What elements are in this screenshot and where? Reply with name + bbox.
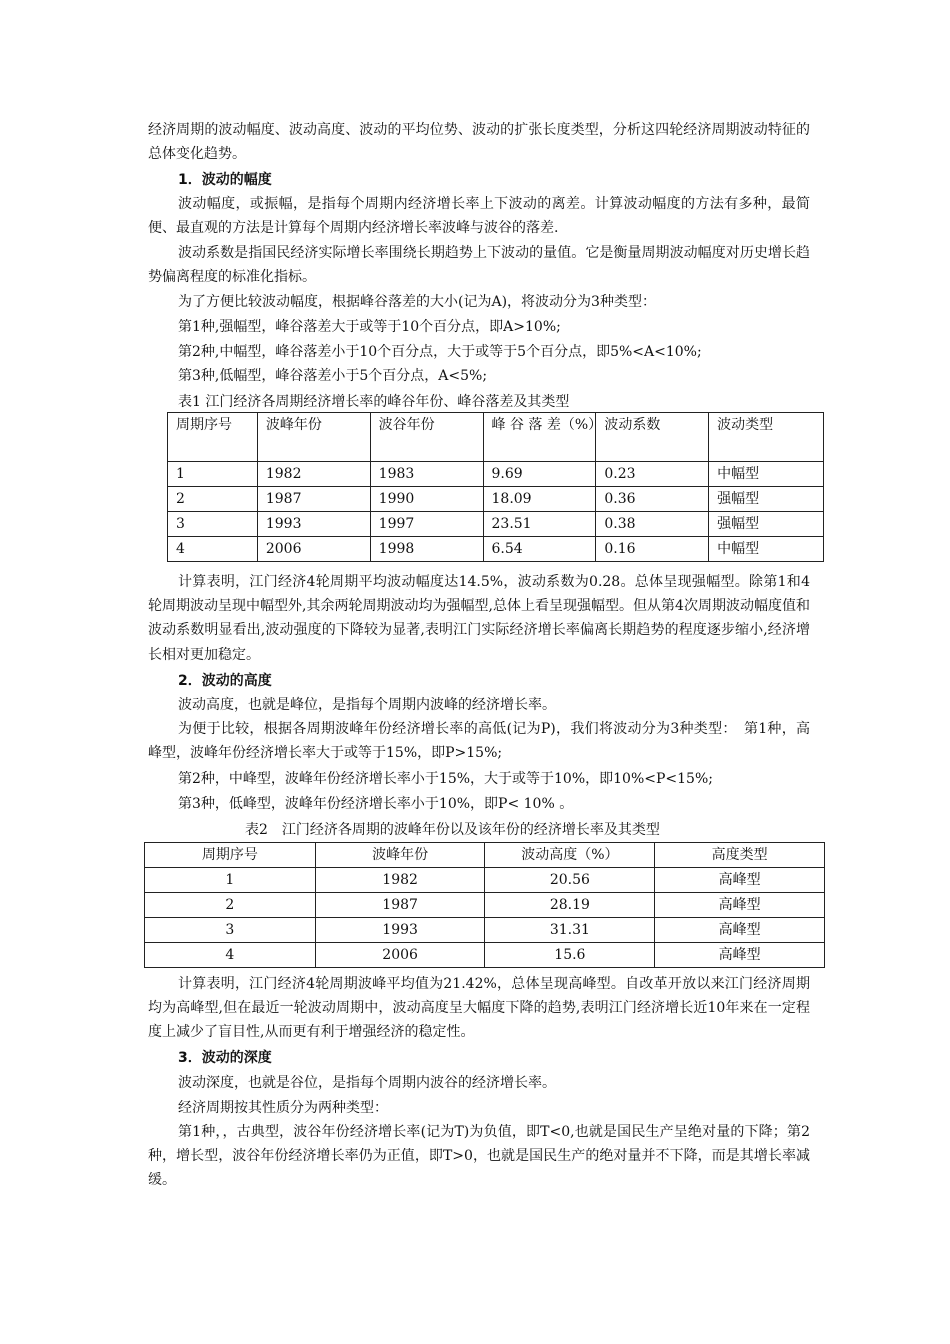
table-cell: 18.09 xyxy=(483,487,596,512)
table1-header-row xyxy=(168,413,824,462)
paragraph-height-type-2: 第2种，中峰型，波峰年份经济增长率小于15%，大于或等于10%，即10%<P<15%; xyxy=(178,771,713,787)
table-cell: 1 xyxy=(145,868,316,893)
paragraph-amplitude-type-3: 第3种,低幅型，峰谷落差小于5个百分点，A<5%; xyxy=(178,368,488,384)
paragraph-height-definition: 波动高度，也就是峰位，是指每个周期内波峰的经济增长率。 xyxy=(178,697,556,713)
paragraph-amplitude-type-2: 第2种,中幅型，峰谷落差小于10个百分点，大于或等于5个百分点，即5%<A<10%; xyxy=(178,344,702,360)
table1-header-cell: 峰 谷 落 差（%） xyxy=(483,413,596,462)
table-cell: 0.38 xyxy=(596,512,709,537)
table2-header-cell: 周期序号 xyxy=(145,843,316,868)
table-cell: 31.31 xyxy=(485,918,655,943)
table-cell: 1987 xyxy=(315,893,485,918)
table-cell: 6.54 xyxy=(483,537,596,562)
table-row xyxy=(168,487,824,512)
table-cell: 强幅型 xyxy=(709,512,824,537)
table-cell: 9.69 xyxy=(483,462,596,487)
paragraph-height-conclusion: 计算表明，江门经济4轮周期波峰平均值为21.42%，总体呈现高峰型。自改革开放以来江门经济周期均为高峰型,但在最近一轮波动周期中，波动高度呈大幅度下降的趋势,表明江门经济增长近10年来在一定程度上减少了盲目性,从而更有利于增强经济的稳定性。 xyxy=(148,976,810,1041)
table-cell: 4 xyxy=(168,537,258,562)
table-cell: 高峰型 xyxy=(655,943,825,968)
table2-header-cell: 波峰年份 xyxy=(315,843,485,868)
table2 xyxy=(144,842,825,968)
heading-height: 2．波动的高度 xyxy=(178,673,272,689)
paragraph-height-type-3: 第3种，低峰型，波峰年份经济增长率小于10%，即P< 10% 。 xyxy=(178,796,574,812)
table-cell: 20.56 xyxy=(485,868,655,893)
table-cell: 高峰型 xyxy=(655,893,825,918)
paragraph-amplitude-conclusion: 计算表明，江门经济4轮周期平均波动幅度达14.5%，波动系数为0.28。总体呈现强幅型。除第1和4轮周期波动呈现中幅型外,其余两轮周期波动均为强幅型,总体上看呈现强幅型。但从第4次周期波动幅度值和波动系数明显看出,波动强度的下降较为显著,表明江门实际经济增长率偏离长期趋势的程度逐步缩小,经济增长相对更加稳定。 xyxy=(148,574,810,663)
table-cell: 强幅型 xyxy=(709,487,824,512)
table-cell: 2006 xyxy=(315,943,485,968)
paragraph-intro: 经济周期的波动幅度、波动高度、波动的平均位势、波动的扩张长度类型，分析这四轮经济周期波动特征的总体变化趋势。 xyxy=(148,122,810,163)
table1-header-cell: 波峰年份 xyxy=(257,413,370,462)
table-row xyxy=(168,462,824,487)
table-cell: 1982 xyxy=(257,462,370,487)
table2-header-row xyxy=(145,843,825,868)
table-row xyxy=(168,537,824,562)
table-cell: 4 xyxy=(145,943,316,968)
table-cell: 2006 xyxy=(257,537,370,562)
table-cell: 1998 xyxy=(370,537,483,562)
table1-header-cell: 波动类型 xyxy=(709,413,824,462)
table-cell: 1997 xyxy=(370,512,483,537)
table-row xyxy=(168,512,824,537)
table-cell: 0.36 xyxy=(596,487,709,512)
table-cell: 0.23 xyxy=(596,462,709,487)
paragraph-depth-types-intro: 经济周期按其性质分为两种类型： xyxy=(178,1100,388,1116)
table2-header-cell: 高度类型 xyxy=(655,843,825,868)
table-cell: 0.16 xyxy=(596,537,709,562)
table-cell: 28.19 xyxy=(485,893,655,918)
table-row xyxy=(145,918,825,943)
heading-depth: 3．波动的深度 xyxy=(178,1050,272,1066)
table1-header-cell: 波谷年份 xyxy=(370,413,483,462)
table-row xyxy=(145,893,825,918)
table-cell: 1983 xyxy=(370,462,483,487)
table-cell: 15.6 xyxy=(485,943,655,968)
paragraph-coefficient-definition: 波动系数是指国民经济实际增长率围绕长期趋势上下波动的量值。它是衡量周期波动幅度对历史增长趋势偏离程度的标准化指标。 xyxy=(148,245,810,286)
table-cell: 2 xyxy=(145,893,316,918)
table-cell: 1990 xyxy=(370,487,483,512)
paragraph-amplitude-types-intro: 为了方便比较波动幅度，根据峰谷落差的大小(记为A)，将波动分为3种类型： xyxy=(178,294,656,310)
table-cell: 中幅型 xyxy=(709,462,824,487)
table-cell: 高峰型 xyxy=(655,918,825,943)
table-cell: 3 xyxy=(145,918,316,943)
table-cell: 23.51 xyxy=(483,512,596,537)
table-cell: 1 xyxy=(168,462,258,487)
paragraph-depth-definition: 波动深度，也就是谷位，是指每个周期内波谷的经济增长率。 xyxy=(178,1075,556,1091)
paragraph-amplitude-type-1: 第1种,强幅型，峰谷落差大于或等于10个百分点，即A>10%; xyxy=(178,319,561,335)
table-cell: 1982 xyxy=(315,868,485,893)
table1-caption: 表1 江门经济各周期经济增长率的峰谷年份、峰谷落差及其类型 xyxy=(178,394,570,410)
table2-header-cell: 波动高度（%） xyxy=(485,843,655,868)
table-cell: 高峰型 xyxy=(655,868,825,893)
heading-amplitude: 1．波动的幅度 xyxy=(178,172,272,188)
paragraph-height-types-intro: 为便于比较，根据各周期波峰年份经济增长率的高低(记为P)，我们将波动分为3种类型： 第1种，高峰型，波峰年份经济增长率大于或等于15%，即P>15%; xyxy=(148,721,810,762)
paragraph-depth-types: 第1种，，古典型，波谷年份经济增长率(记为T)为负值，即T<0,也就是国民生产呈绝对量的下降；第2种，增长型，波谷年份经济增长率仍为正值，即T>0，也就是国民生产的绝对量并不下降，而是其增长率减缓。 xyxy=(148,1124,810,1189)
table-row xyxy=(145,868,825,893)
table-cell: 1993 xyxy=(257,512,370,537)
table-cell: 3 xyxy=(168,512,258,537)
table-cell: 中幅型 xyxy=(709,537,824,562)
table2-caption: 表2 江门经济各周期的波峰年份以及该年份的经济增长率及其类型 xyxy=(245,822,660,838)
table-cell: 1993 xyxy=(315,918,485,943)
table-cell: 2 xyxy=(168,487,258,512)
table-cell: 1987 xyxy=(257,487,370,512)
table1-header-cell: 周期序号 xyxy=(168,413,258,462)
table-row xyxy=(145,943,825,968)
table1-header-cell: 波动系数 xyxy=(596,413,709,462)
paragraph-amplitude-definition: 波动幅度，或振幅，是指每个周期内经济增长率上下波动的离差。计算波动幅度的方法有多种，最简便、最直观的方法是计算每个周期内经济增长率波峰与波谷的落差. xyxy=(148,196,810,237)
table1 xyxy=(167,412,824,562)
